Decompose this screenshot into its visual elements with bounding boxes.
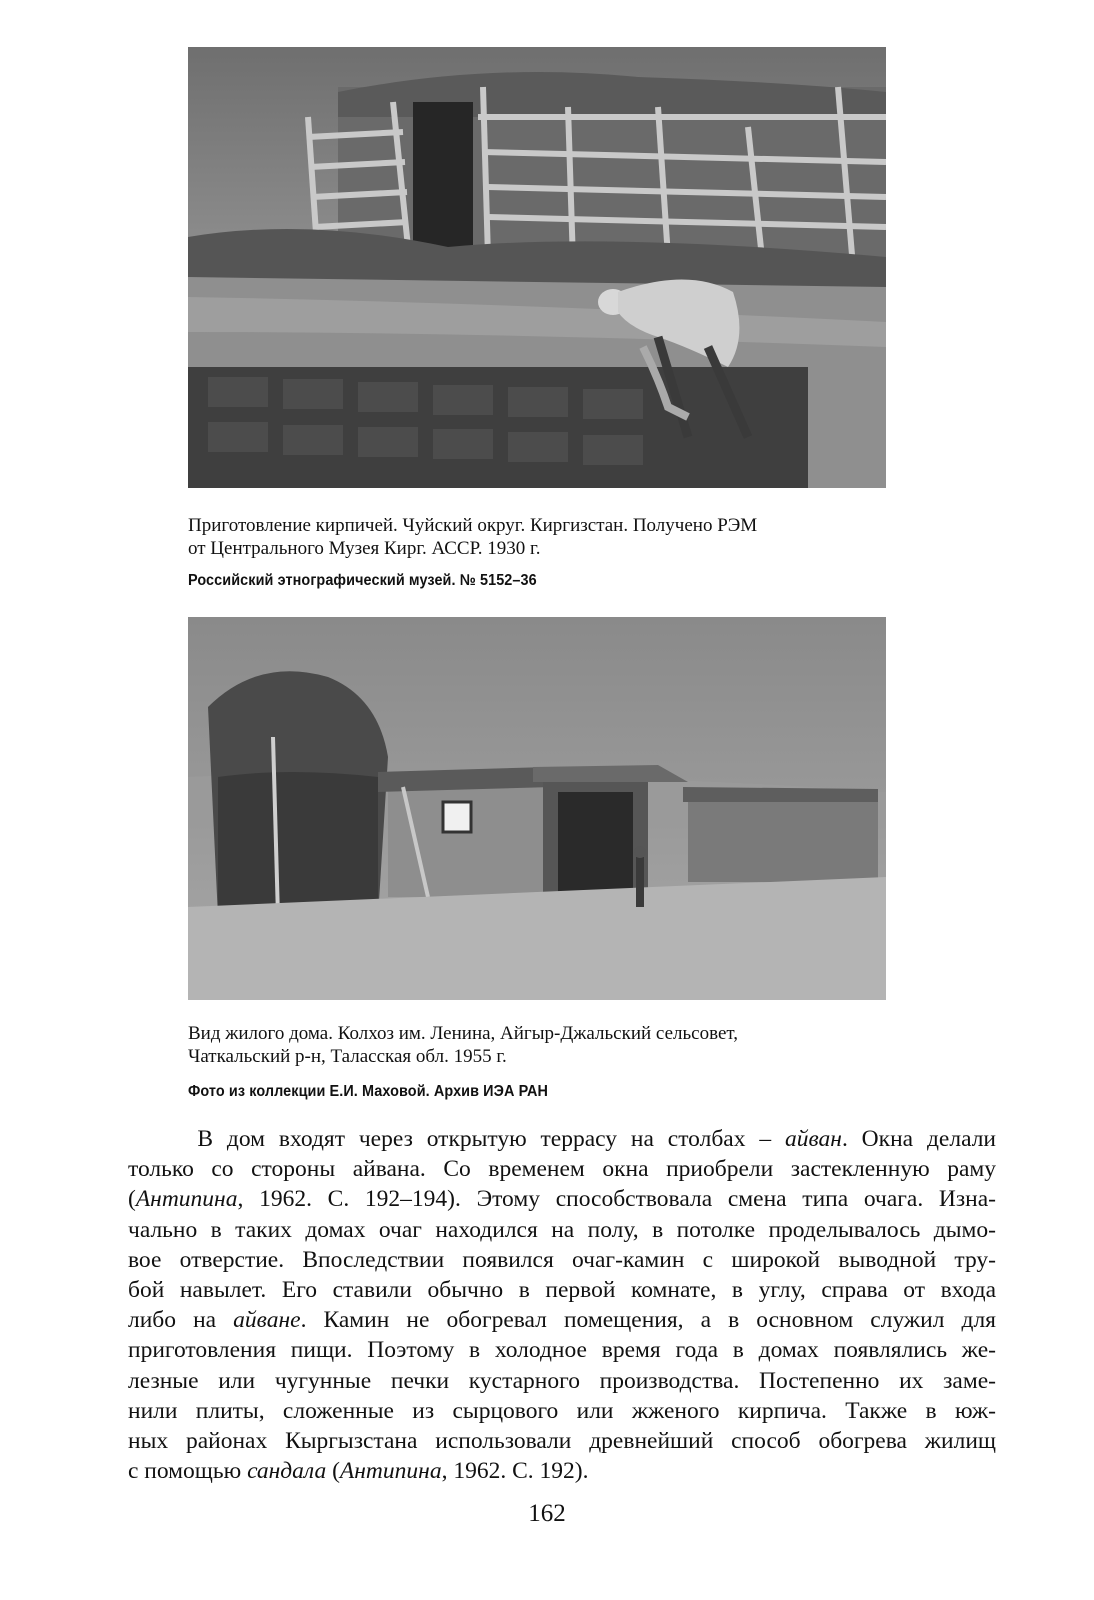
figure1-caption-line1: Приготовление кирпичей. Чуйский округ. Киргизстан. Получено РЭМ xyxy=(188,515,758,536)
brick-making-photo-image xyxy=(188,47,886,488)
figure2-caption-line1: Вид жилого дома. Колхоз им. Ленина, Айгыр-Джальский сельсовет, xyxy=(188,1023,738,1044)
body-line xyxy=(128,1184,996,1214)
body-line xyxy=(128,1456,996,1486)
body-text-run: В дом входят через открытую террасу на столбах – xyxy=(197,1126,785,1152)
body-text-run: ( xyxy=(326,1458,340,1485)
body-line: приготовления пищи. Поэтому в холодное время года в домах появлялись же- xyxy=(128,1337,996,1364)
body-text-run: ( xyxy=(128,1186,136,1213)
body-line xyxy=(128,1124,996,1154)
body-term-aivan: айван xyxy=(784,1126,842,1152)
figure1-credit: Российский этнографический музей. № 5152–36 xyxy=(188,572,537,589)
body-text-run: . Камин не обогревал помещения, а в основном служил для xyxy=(300,1307,996,1334)
figure2-credit: Фото из коллекции Е.И. Маховой. Архив ИЭА РАН xyxy=(188,1083,549,1100)
photo-brick-making xyxy=(188,47,886,488)
figure1-caption xyxy=(188,514,908,560)
body-line: лезные или чугунные печки кустарного производства. Постепенно их заме- xyxy=(128,1367,996,1394)
figure2-caption-line2: Чаткальский р-н, Таласская обл. 1955 г. xyxy=(188,1046,507,1067)
figure1-caption-line2: от Центрального Музея Кирг. АССР. 1930 г. xyxy=(188,538,541,559)
body-citation-author: Антипина xyxy=(339,1458,442,1485)
body-line: бой навылет. Его ставили обычно в первой комнате, в углу, справа от входа xyxy=(128,1277,996,1304)
body-citation-author: Антипина xyxy=(135,1186,238,1213)
body-line: нили плиты, сложенные из сырцового или жженого кирпича. Также в юж- xyxy=(128,1397,996,1424)
page-number: 162 xyxy=(528,1500,566,1527)
body-line: только со стороны айвана. Со временем окна приобрели застекленную раму xyxy=(128,1156,996,1183)
body-line xyxy=(128,1305,996,1335)
body-term-sandal: сандала xyxy=(247,1458,327,1485)
body-line: чально в таких домах очаг находился на полу, в потолке проделывалось дымо- xyxy=(128,1216,996,1243)
photo-house-view xyxy=(188,617,886,1000)
body-text-run: , 1962. С. 192). xyxy=(441,1458,589,1485)
body-line: вое отверстие. Впоследствии появился очаг-камин с широкой выводной тру- xyxy=(128,1246,996,1273)
body-text-run: либо на xyxy=(128,1307,234,1334)
figure2-caption xyxy=(188,1022,908,1068)
body-paragraph xyxy=(128,1124,996,1486)
body-text-run: с помощью xyxy=(128,1458,248,1485)
body-text-run: , 1962. С. 192–194). Этому способствовала смена типа очага. Изна- xyxy=(237,1186,996,1213)
body-term-aivane: айване xyxy=(233,1307,301,1334)
body-text-run: . Окна делали xyxy=(841,1126,997,1152)
house-view-photo-image xyxy=(188,617,886,1000)
body-line: ных районах Кыргызстана использовали древнейший способ обогрева жилищ xyxy=(128,1428,996,1455)
